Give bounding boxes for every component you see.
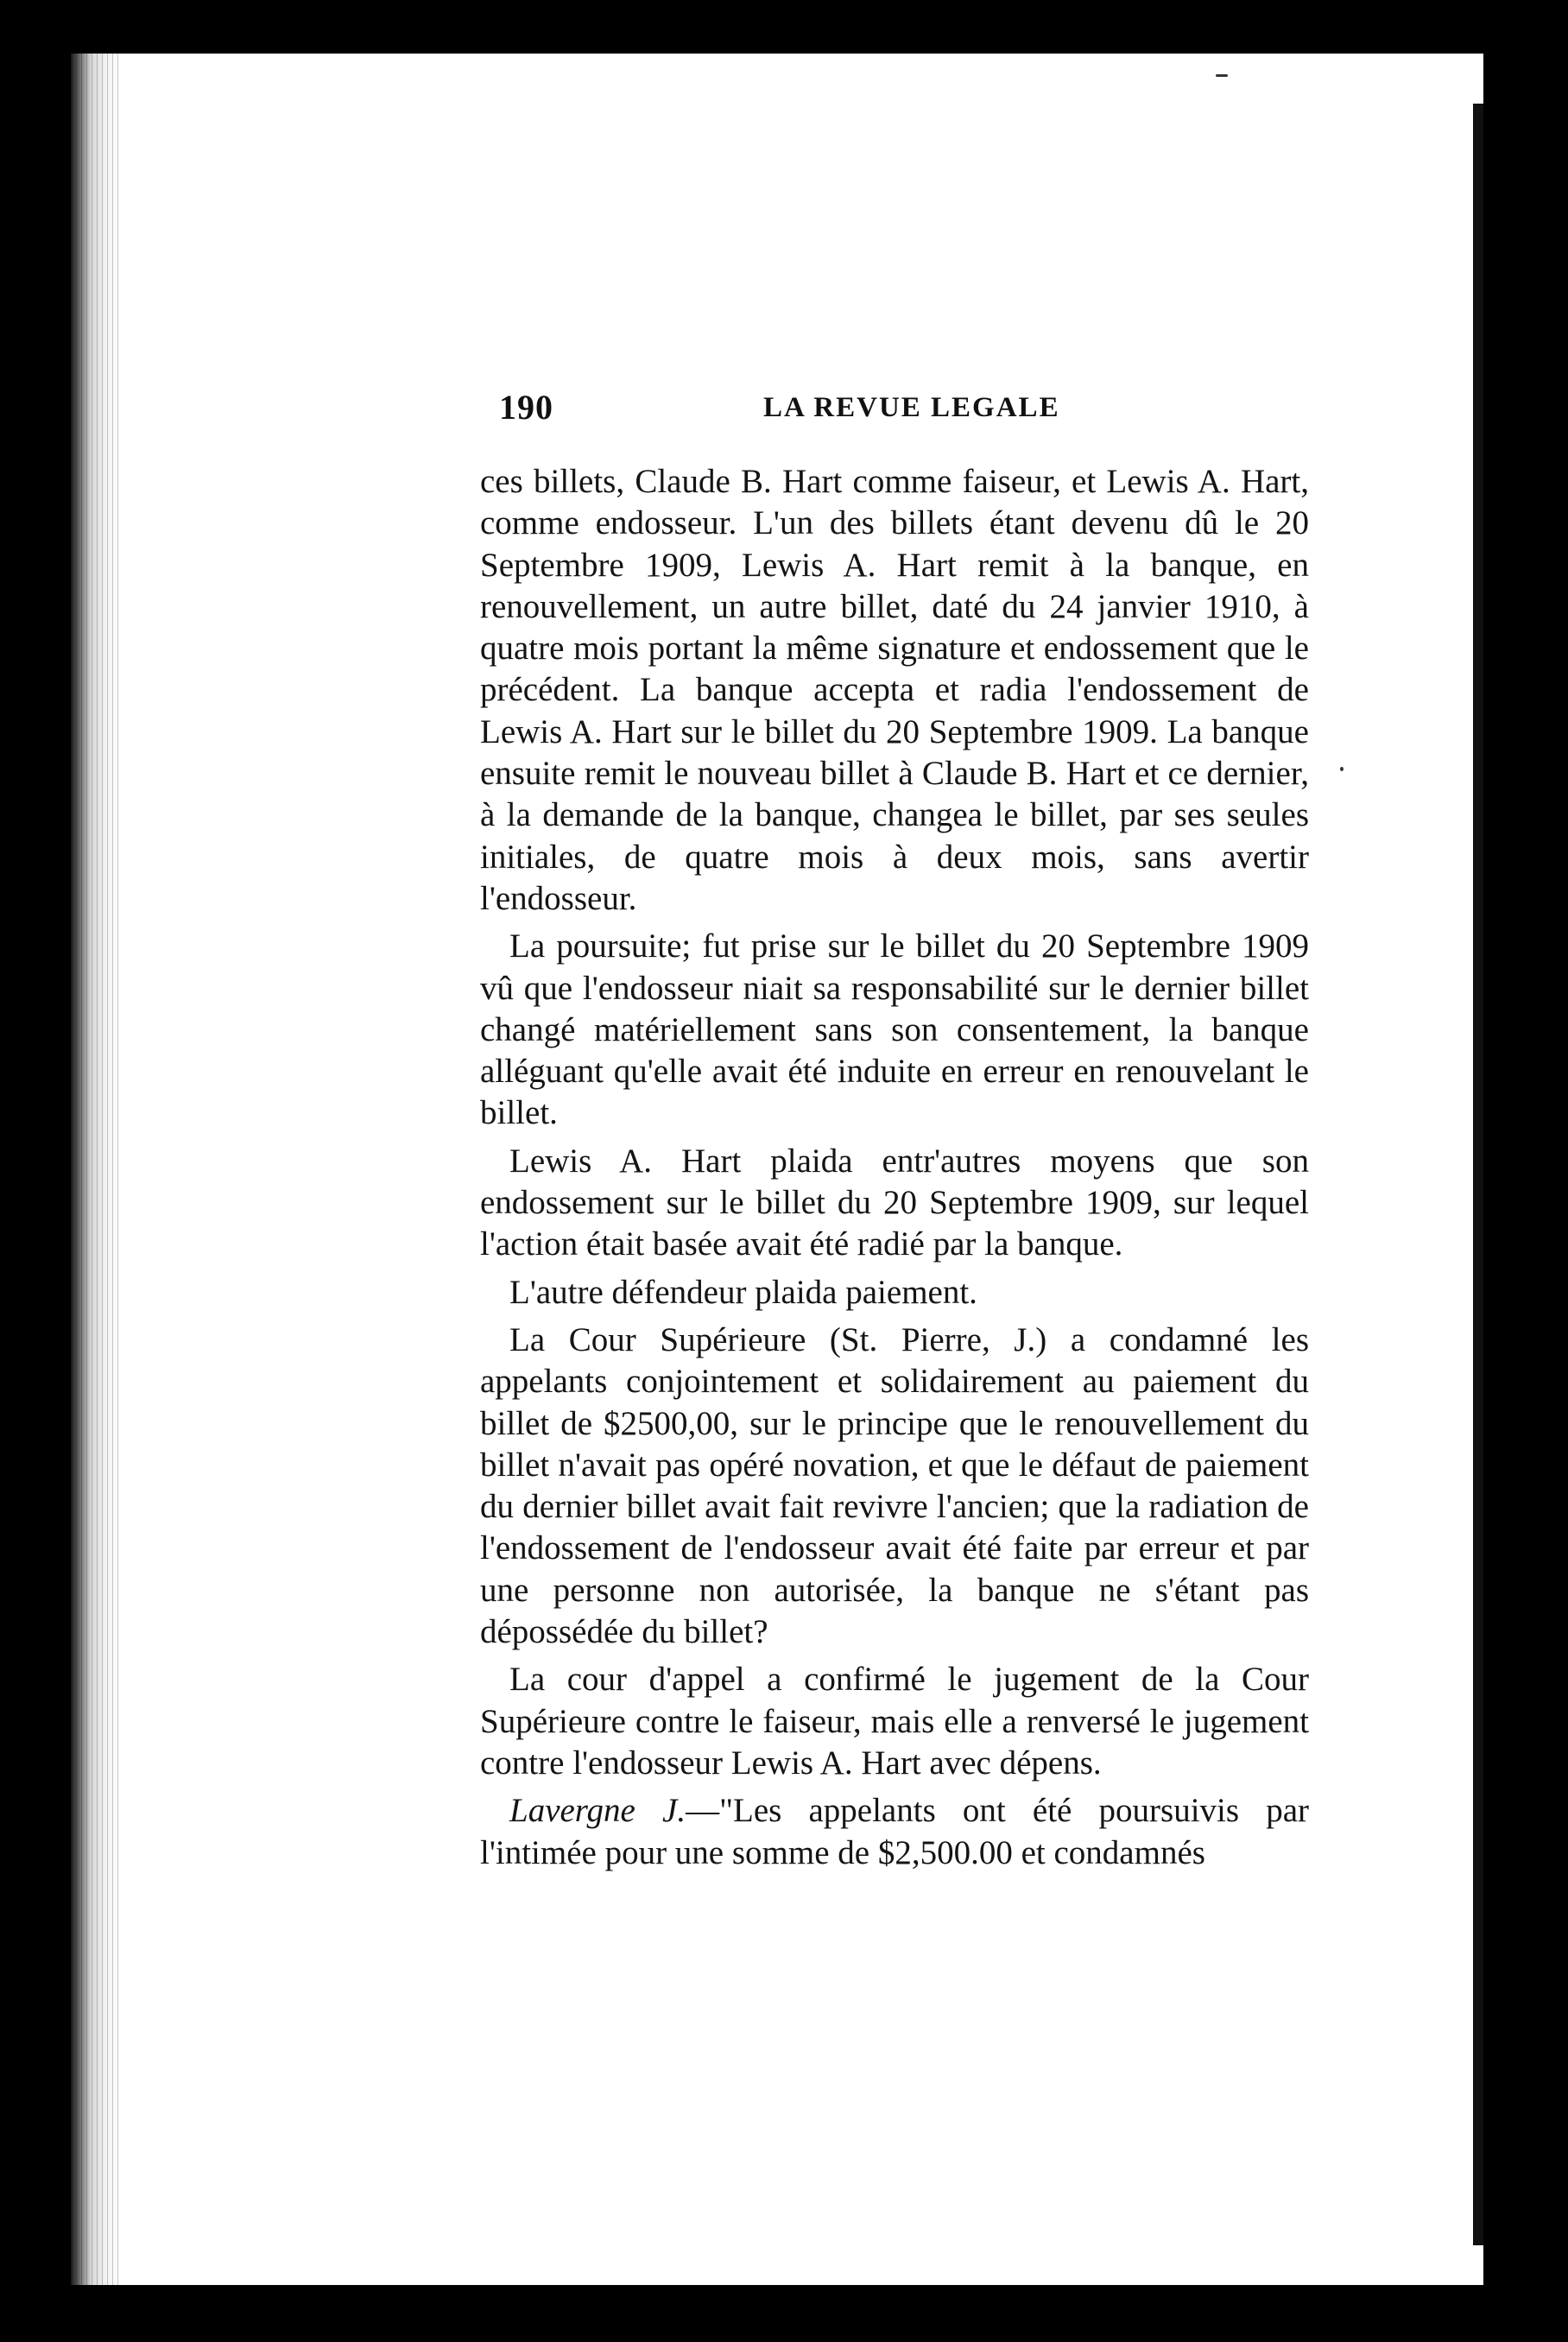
- paragraph-2: La poursuite; fut prise sur le billet du 20 Septembre 1909 vû que l'endosseur niait sa responsabilité sur le dernier billet changé matériellement sans son consentement, la banque alléguant qu'elle avait été induite en erreur en renouvelant le billet.: [480, 927, 1309, 1132]
- paragraph-7: [480, 1790, 1309, 1874]
- scan-border-right: [1483, 104, 1568, 2245]
- paragraph-6: La cour d'appel a confirmé le jugement de la Cour Supérieure contre le faiseur, mais elle a renversé le jugement contre l'endosseur Lewis A. Hart avec dépens.: [480, 1661, 1309, 1782]
- paragraph-4: L'autre défendeur plaida paiement.: [509, 1273, 977, 1311]
- paragraph-5: La Cour Supérieure (St. Pierre, J.) a condamné les appelants conjointement et solidairement au paiement du billet de $2500,00, sur le principe que le renouvellement du billet n'avait pas opéré novation, et que le défaut de paiement du dernier billet avait fait revivre l'ancien; que la radiation de l'endossement de l'endosseur avait été faite par erreur et par une personne non autorisée, la banque ne s'étant pas dépossédée du billet?: [480, 1320, 1309, 1651]
- scan-speck: [1340, 767, 1344, 771]
- judge-name: Lavergne J.: [509, 1792, 686, 1830]
- paragraph-3: Lewis A. Hart plaida entr'autres moyens que son endossement sur le billet du 20 Septembre 1909, sur lequel l'action était basée avait été radié par la banque.: [480, 1142, 1309, 1263]
- running-head: [499, 387, 1363, 439]
- page-number: 190: [499, 388, 553, 427]
- paragraph-1: ces billets, Claude B. Hart comme faiseur, et Lewis A. Hart, comme endosseur. L'un des billets étant devenu dû le 20 Septembre 1909, Lewis A. Hart remit à la banque, en renouvellement, un autre billet, daté du 24 janvier 1910, à quatre mois portant la même signature et endossement que le précédent. La banque accepta et radia l'endossement de Lewis A. Hart sur le billet du 20 Septembre 1909. La banque ensuite remit le nouveau billet à Claude B. Hart et ce dernier, à la demande de la banque, changea le billet, par ses seules initiales, de quatre mois à deux mois, sans avertir l'endosseur.: [480, 463, 1309, 917]
- journal-title: LA REVUE LEGALE: [763, 392, 1060, 423]
- book-spine-edge: [71, 54, 121, 2285]
- body-text: [480, 461, 1309, 1880]
- paragraph-7-text: —"Les appelants ont été poursuivis par l'intimée pour une somme de $2,500.00 et condamnés: [480, 1792, 1309, 1871]
- scan-speck: [1216, 74, 1228, 77]
- spine-texture: [71, 54, 121, 2285]
